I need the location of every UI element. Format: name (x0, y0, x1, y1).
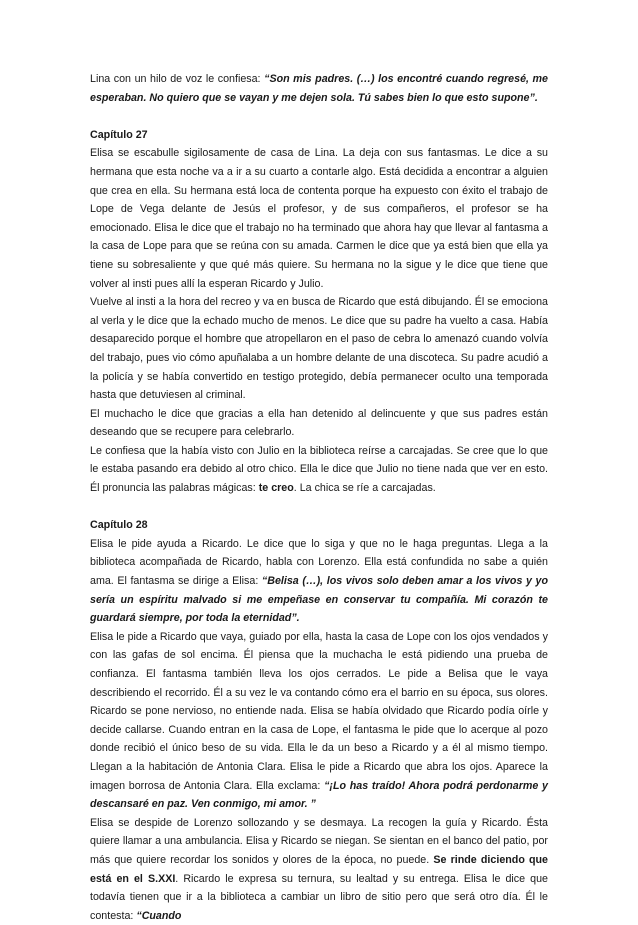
magic-words: te creo (258, 482, 294, 495)
chapter-28-paragraph-2 (90, 628, 548, 814)
paragraph-gap (90, 107, 548, 126)
chapter-28-paragraph-1 (90, 535, 548, 628)
chapter-27-p4-end: . La chica se ríe a carcajadas. (293, 482, 436, 495)
antonia-quote: “¡Lo has traído! Ahora podrá perdonarme y descansaré en paz. Ven conmigo, mi amor. ” (90, 779, 548, 811)
chapter-27-paragraph-3: El muchacho le dice que gracias a ella han detenido al delincuente y que sus padres están deseando que se recupere para celebrarlo. (90, 407, 548, 439)
intro-quote: “Son mis padres. (…) los encontré cuando regresé, me esperaban. No quiero que se vayan y me dejen sola. Tú sabes bien lo que esto supone”. (90, 73, 548, 104)
chapter-28-paragraph-3 (90, 814, 548, 925)
closing-quote: “Cuando (136, 909, 182, 922)
chapter-28-heading: Capítulo 28 (90, 519, 148, 532)
intro-paragraph (90, 70, 548, 107)
ghost-quote: “Belisa (…), los vivos solo deben amar a los vivos y yo sería un espíritu malvado si me empeñase en conservar tu compañía. Mi corazón te guardará siempre, por toda la eternidad”. (90, 575, 548, 625)
chapter-27-paragraph-4 (90, 442, 548, 498)
chapter-27-heading: Capítulo 27 (90, 128, 148, 141)
paragraph-gap (90, 498, 548, 517)
chapter-28-p3-text: Elisa se despide de Lorenzo sollozando y se desmaya. La recogen la guía y Ricardo. Ésta quiere llamar a una ambulancia. Elisa y Ricardo se niegan. Se sientan en el banco del patio, por más que quiere recordar los sonidos y olores de la época, no puede. (90, 816, 548, 866)
chapter-27-paragraph-1: Elisa se escabulle sigilosamente de casa de Lina. La deja con sus fantasmas. Le dice a su hermana que esta noche va a ir a su cuarto a contarle algo. Está decidida a encontrar a alguien que crea en ella. Su hermana está loca de contenta porque ha expuesto con éxito el trabajo de Lope de Vega delante de Jesús el profesor, y de sus compañeros, el profesor se ha emocionado. Elisa le dice que el trabajo no ha terminado que ahora hay que llevar al fantasma a la casa de Lope para que se reúna con su amada. Carmen le dice que ya está bien que ella ya tiene su sobresaliente y que qué más quiere. Su hermana no la sigue y le dice que tiene que volver al insti pues allí la esperan Ricardo y Julio. (90, 147, 548, 290)
chapter-28-p3-rest: . Ricardo le expresa su ternura, su lealtad y su entrega. Elisa le dice que todavía tienen que ir a la biblioteca a cambiar un libro de sitio pero que será otro día. Él le contesta: (90, 872, 548, 922)
chapter-28-p2-text: Elisa le pide a Ricardo que vaya, guiado por ella, hasta la casa de Lope con los ojos vendados y con las gafas de sol encima. Él piensa que la muchacha le está pidiendo una prueba de confianza. El fantasma también lleva los ojos cerrados. Le pide a Belisa que le vaya describiendo el recorrido. Él a su vez le va contando cómo era el barrio en su época, sus olores. Ricardo se pone nervioso, no entiende nada. Elisa se había olvidado que Ricardo podía oírle y decide callarse. Cuando entran en la casa de Lope, el fantasma le pide que lo acerque al pozo donde recibió el único beso de su vida. Ella le da un beso a Ricardo y a él al mismo tiempo. Llegan a la habitación de Antonia Clara. Elisa le pide a Ricardo que abra los ojos. Aparece la imagen borrosa de Antonia Clara. Ella exclama: (90, 630, 548, 792)
chapter-27-p4-text: Le confiesa que la había visto con Julio en la biblioteca reírse a carcajadas. Se cree que lo que le estaba pasando era debido al otro chico. Ella le dice que Julio no tiene nada que ver en esto. Él pronuncia las palabras mágicas: (90, 444, 548, 495)
chapter-28-p1-text: Elisa le pide ayuda a Ricardo. Le dice que lo siga y que no le haga preguntas. Llega a la biblioteca acompañada de Ricardo, habla con Lorenzo. Ella está confundida no sabe a quién ama. El fantasma se dirige a Elisa: (90, 537, 548, 588)
document-body (90, 70, 548, 925)
chapter-28-p3-bold: Se rinde diciendo que está en el S.XXI (90, 853, 548, 885)
chapter-27-paragraph-2: Vuelve al insti a la hora del recreo y va en busca de Ricardo que está dibujando. Él se emociona al verla y le dice que la echado mucho de menos. Le dice que su padre ha vuelto a casa. Había desaparecido porque el hombre que atropellaron en el paso de cebra lo amenazó cuando volvía del trabajo, pues vio cómo apuñalaba a un hombre delante de una discoteca. Su padre acudió a la policía y se había convertido en testigo protegido, debía permanecer oculto una temporada hasta que detuviesen al criminal. (90, 296, 548, 402)
intro-text: Lina con un hilo de voz le confiesa: (90, 73, 265, 85)
